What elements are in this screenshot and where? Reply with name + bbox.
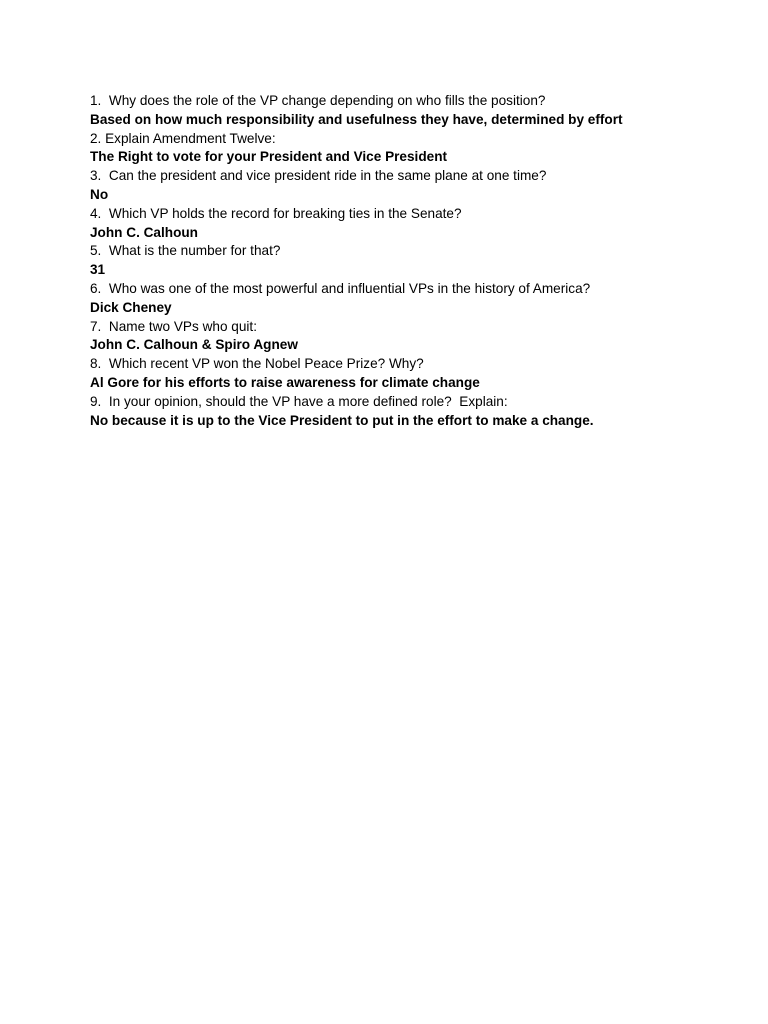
question-2: 2. Explain Amendment Twelve: [90, 130, 276, 146]
question-1: 1. Why does the role of the VP change depending on who fills the position? [90, 93, 546, 108]
question-3: 3. Can the president and vice president ride in the same plane at one time? [90, 168, 547, 184]
answer-4: John C. Calhoun [90, 224, 198, 240]
answer-9: No because it is up to the Vice President to put in the effort to make a change. [90, 412, 594, 428]
question-5: 5. What is the number for that? [90, 243, 281, 259]
question-4: 4. Which VP holds the record for breaking ties in the Senate? [90, 205, 462, 221]
answer-5: 31 [90, 262, 106, 278]
answer-3: No [90, 186, 109, 202]
answer-7: John C. Calhoun & Spiro Agnew [90, 337, 298, 353]
question-7: 7. Name two VPs who quit: [90, 318, 257, 334]
question-answer-list [90, 92, 750, 430]
answer-6: Dick Cheney [90, 299, 172, 315]
answer-2: The Right to vote for your President and Vice President [90, 149, 448, 165]
question-8: 8. Which recent VP won the Nobel Peace Prize? Why? [90, 356, 424, 372]
answer-1: Based on how much responsibility and usefulness they have, determined by effort [90, 111, 623, 127]
question-9: 9. In your opinion, should the VP have a more defined role? Explain: [90, 393, 508, 409]
question-6: 6. Who was one of the most powerful and influential VPs in the history of America? [90, 280, 591, 296]
answer-8: Al Gore for his efforts to raise awareness for climate change [90, 374, 480, 390]
